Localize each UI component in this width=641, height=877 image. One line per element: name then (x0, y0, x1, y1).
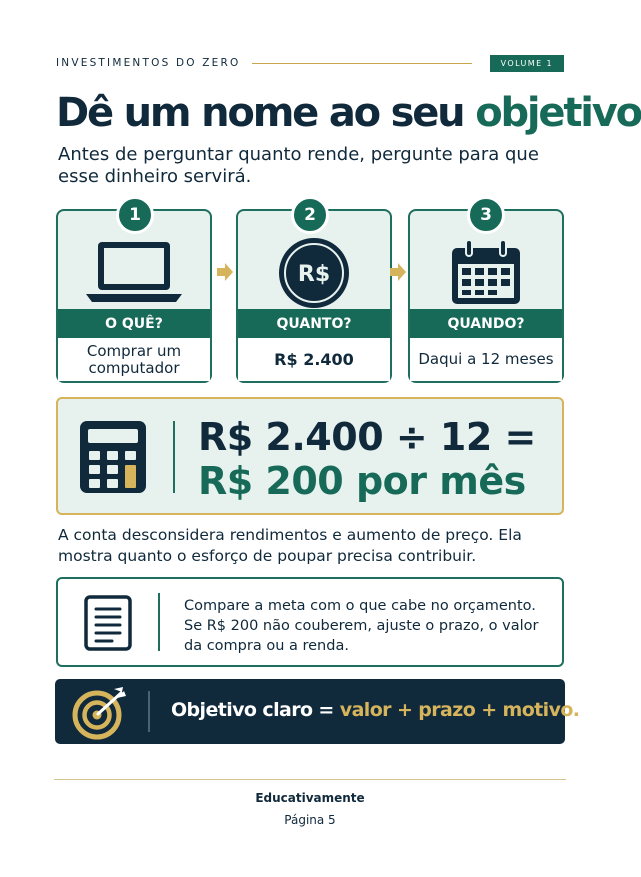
page-subtitle: Antes de perguntar quanto rende, pergunte para que esse dinheiro servirá. (58, 144, 539, 187)
step-text: Daqui a 12 meses (410, 338, 562, 381)
tip-divider (158, 593, 160, 651)
title-main: Dê um nome ao seu (56, 90, 464, 136)
step-text: R$ 2.400 (238, 338, 390, 381)
banner-formula: valor + prazo + motivo. (339, 699, 580, 721)
arrow-right-icon (217, 263, 233, 281)
header-divider (252, 63, 471, 64)
page-title (56, 90, 641, 136)
footer-divider (54, 779, 566, 780)
banner-lead: Objetivo claro = (171, 699, 334, 721)
formula-line-1: R$ 2.400 ÷ 12 = (198, 415, 536, 459)
step-heading: O QUÊ? (58, 309, 210, 338)
series-label: INVESTIMENTOS DO ZERO (56, 57, 241, 69)
volume-badge: VOLUME 1 (490, 55, 564, 72)
note-text: A conta desconsidera rendimentos e aumento de preço. Ela mostra quanto o esforço de poupar precisa contribuir. (58, 526, 522, 565)
step-number-badge: 3 (467, 196, 505, 234)
formula-line-2: R$ 200 por mês (198, 459, 526, 503)
document-icon (84, 595, 132, 651)
currency-coin-icon (238, 229, 390, 317)
step-text: Comprar um computador (58, 338, 210, 381)
step-card-what (56, 209, 212, 383)
step-heading: QUANDO? (410, 309, 562, 338)
title-accent: objetivo (475, 90, 641, 136)
formula-box (56, 397, 564, 515)
step-card-when (408, 209, 564, 383)
page-number: Página 5 (284, 813, 336, 827)
calendar-icon (410, 229, 562, 317)
banner-text (171, 699, 579, 721)
tip-box (56, 577, 564, 667)
footer-brand: Educativamente (255, 791, 365, 805)
arrow-right-icon (390, 263, 406, 281)
laptop-icon (58, 229, 210, 317)
target-arrow-icon (71, 685, 131, 739)
calculator-icon (80, 421, 146, 493)
step-number-badge: 1 (116, 196, 154, 234)
coin-symbol: R$ (297, 262, 331, 287)
tip-text: Compare a meta com o que cabe no orçamento. Se R$ 200 não couberem, ajuste o prazo, o valor da compra ou a renda. (184, 598, 539, 654)
page-header (56, 54, 564, 72)
step-heading: QUANTO? (238, 309, 390, 338)
summary-banner (55, 679, 580, 744)
banner-divider (148, 691, 150, 732)
step-card-how-much (236, 209, 392, 383)
step-number-badge: 2 (291, 196, 329, 234)
formula-divider (173, 421, 175, 493)
